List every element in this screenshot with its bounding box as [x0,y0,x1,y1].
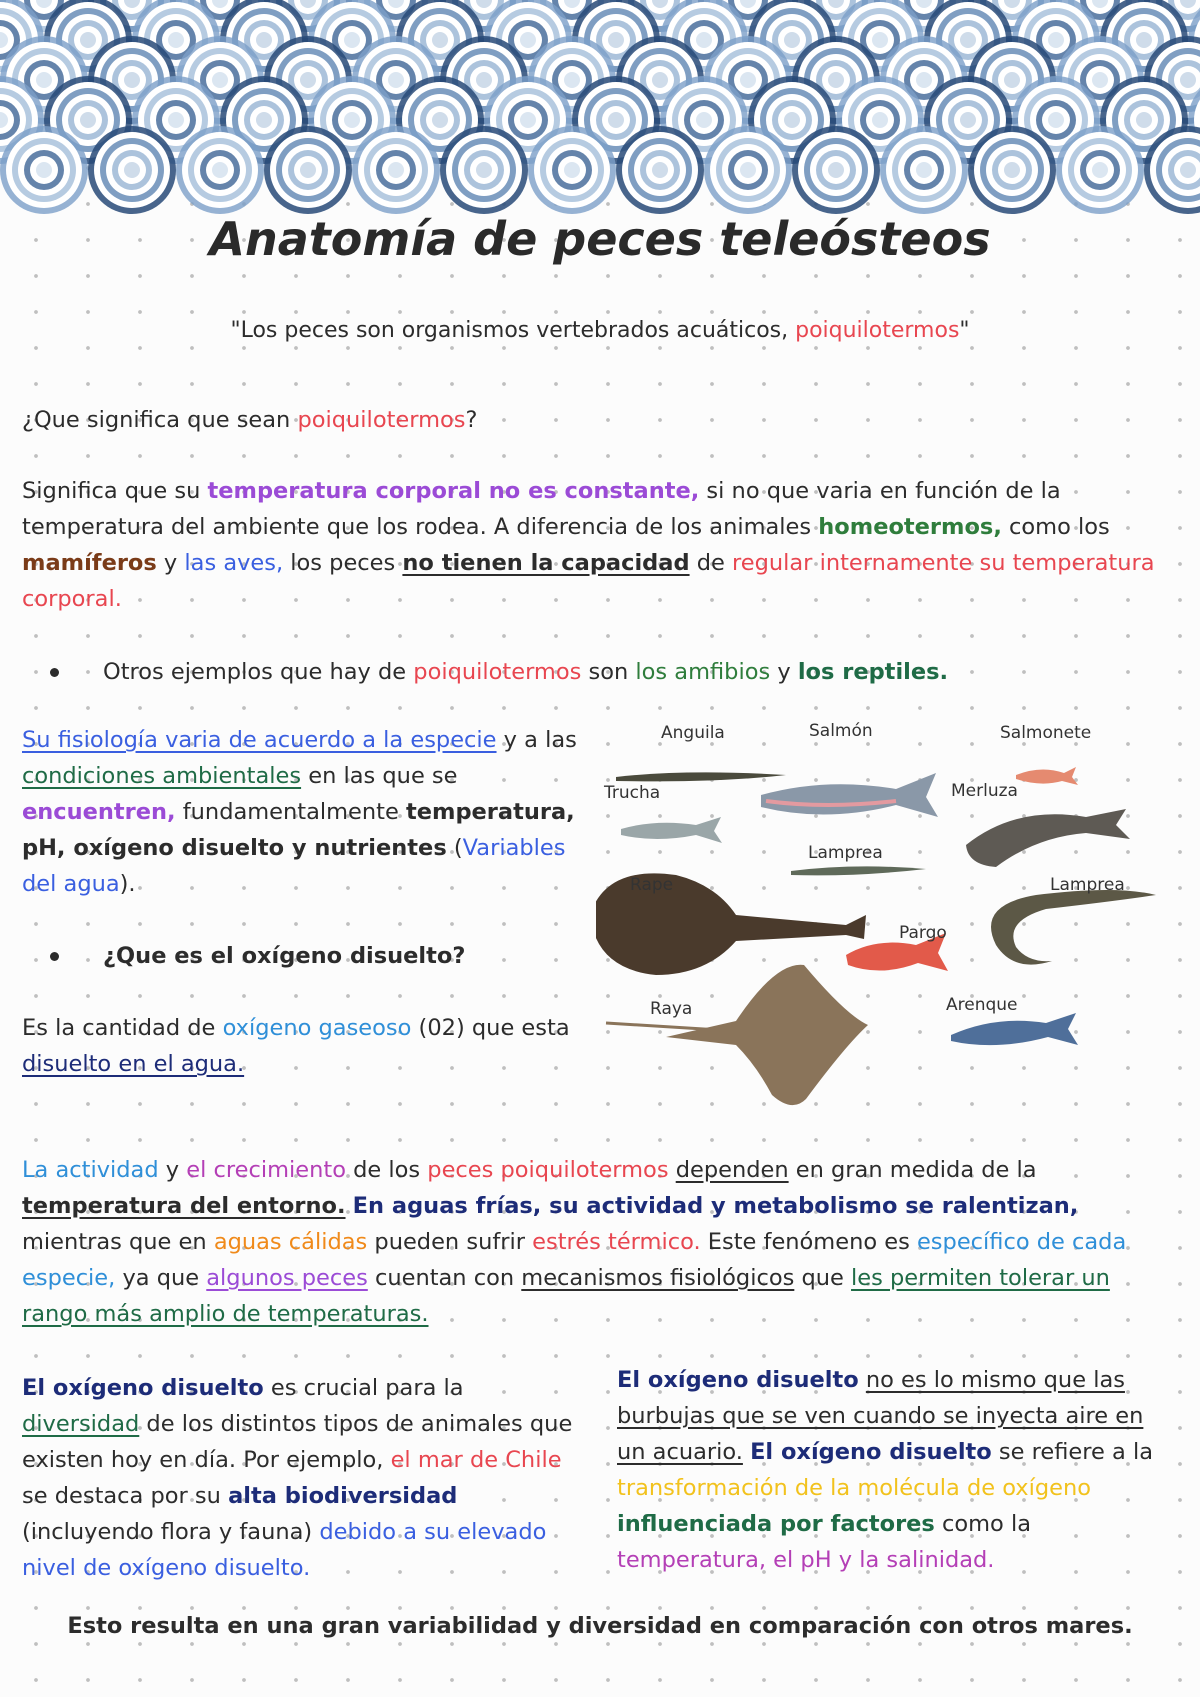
right-highlight: El oxígeno disuelto [750,1439,992,1465]
actividad-text: que [794,1265,852,1291]
fisiologia-text: en las que se [301,763,458,789]
answer-text: como los [1001,514,1110,540]
fisiologia-highlight: Su fisiología varia de acuerdo a la especie [22,727,497,753]
answer-highlight: no tienen la capacidad [402,550,690,576]
answer-highlight: mamíferos [22,550,157,576]
fish-label: Lamprea [1050,875,1125,895]
raya-fish-icon [666,965,868,1105]
definition-highlight: oxígeno gaseoso [222,1015,412,1041]
fish-label: Pargo [899,923,947,943]
answer-paragraph [22,473,1172,617]
right-text [859,1367,866,1393]
right-text [743,1439,750,1465]
fisiologia-text: fundamentalmente [175,799,406,825]
left-text: se destaca por su [22,1483,229,1509]
actividad-text: cuentan con [367,1265,522,1291]
answer-text: y [156,550,185,576]
answer-highlight: regular internamente su temperatura corporal. [22,550,1155,612]
bullet-highlight: los amfibios [635,659,771,685]
fisiologia-paragraph [22,722,592,902]
answer-text: los peces [283,550,403,576]
fish-label: Merluza [951,781,1018,801]
left-highlight: alta biodiversidad [228,1483,458,1509]
actividad-text [669,1157,676,1183]
bullet-icon [50,668,59,677]
fish-label: Arenque [946,995,1018,1015]
quote-highlight: poiquilotermos [795,318,960,343]
trucha-fish-icon [621,817,722,843]
fisiologia-text: ). [119,871,136,897]
left-text: de los distintos tipos de animales que existen hoy en día. Por ejemplo, [22,1411,573,1473]
salmonete-fish-icon [1016,767,1078,785]
question-highlight: poiquilotermos [297,407,466,433]
left-highlight: diversidad [22,1411,140,1437]
question-lead: ¿Que significa que sean [22,407,298,433]
oxigeno-burbujas-paragraph [617,1362,1177,1578]
fish-label: Anguila [661,723,725,743]
fisiologia-text: ( [446,835,463,861]
actividad-highlight: específico de cada especie, [22,1229,1127,1291]
page-title: Anatomía de peces teleósteos [209,212,991,266]
fish-label: Salmón [809,721,873,741]
fisiologia-text: y a las [496,727,577,753]
salmon-fish-icon [761,773,938,817]
right-highlight: El oxígeno disuelto [617,1367,859,1393]
actividad-text [346,1193,353,1219]
left-text: es crucial para la [263,1375,464,1401]
anguila-fish-icon [616,772,786,781]
fish-label: Raya [650,999,693,1019]
actividad-highlight: estrés térmico. [532,1229,701,1255]
answer-highlight: las aves, [184,550,284,576]
fisiologia-highlight: encuentren, [22,799,176,825]
actividad-highlight: temperatura del entorno. [22,1193,346,1219]
lamprea-small-icon [791,866,926,875]
left-text: (incluyendo flora y fauna) [22,1519,320,1545]
actividad-highlight: les permiten tolerar un rango más amplio de temperaturas. [22,1265,1110,1327]
bullet-highlight: poiquilotermos [413,659,582,685]
fisiologia-highlight: Variables del agua [22,835,566,897]
lamprea-large-icon [991,890,1156,965]
fish-drawings [596,725,1176,1115]
actividad-highlight: dependen [675,1157,789,1183]
actividad-highlight: peces poiquilotermos [427,1157,669,1183]
conclusion-line: Esto resulta en una gran variabilidad y diversidad en comparación con otros mares. [67,1613,1133,1639]
actividad-text: pueden sufrir [367,1229,533,1255]
right-highlight: transformación de la molécula de oxígeno [617,1475,1092,1501]
oxigeno-definition [22,1010,582,1082]
bullet-text: son [581,659,636,685]
bullet-text: ¿Que es el oxígeno disuelto? [103,943,466,969]
definition-text: (02) que esta [411,1015,570,1041]
actividad-paragraph [22,1152,1172,1332]
actividad-text: de los [345,1157,428,1183]
actividad-highlight: aguas cálidas [213,1229,368,1255]
conclusion-text [0,1608,1200,1644]
bullet-highlight: los reptiles. [797,659,949,685]
fish-label: Lamprea [808,843,883,863]
definition-text: Es la cantidad de [22,1015,223,1041]
fish-label: Salmonete [1000,723,1092,743]
fish-label: Trucha [604,783,661,803]
quote-close: " [959,318,970,343]
bullet-oxigeno-question [50,938,590,974]
left-highlight: debido a su elevado nivel de oxígeno disuelto. [22,1519,547,1581]
actividad-highlight: su actividad y metabolismo se ralentizan, [541,1193,1079,1219]
intro-quote [0,318,1200,343]
fish-species-illustration [596,721,1176,1115]
question-end: ? [465,407,478,433]
bullet-text: Otros ejemplos que hay de [103,659,414,685]
left-highlight: El oxígeno disuelto [22,1375,264,1401]
answer-highlight: homeotermos, [818,514,1002,540]
right-text: se refiere a la [991,1439,1153,1465]
actividad-highlight: el crecimiento [186,1157,346,1183]
right-highlight: no es lo mismo que las burbujas que se ven cuando se inyecta aire en un acuario. [617,1367,1144,1465]
merluza-fish-icon [966,809,1130,867]
actividad-highlight: En aguas frías, [352,1193,542,1219]
question-poiquilotermos [22,402,1172,438]
oxigeno-biodiversidad-paragraph [22,1370,577,1586]
fisiologia-highlight: temperatura, [405,799,575,825]
answer-text: si no que varia en función de la temperatura del ambiente que los rodea. A diferencia de los animales [22,478,1061,540]
bullet-icon [50,952,59,961]
actividad-text: mientras que en [22,1229,214,1255]
actividad-text: y [158,1157,187,1183]
definition-highlight: disuelto en el agua. [22,1051,245,1077]
actividad-text: Este fenómeno es [700,1229,917,1255]
quote-text: "Los peces son organismos vertebrados acuáticos, [230,318,796,343]
left-highlight: el mar de Chile [390,1447,562,1473]
wave-pattern-banner [0,0,1200,245]
actividad-highlight: mecanismos fisiológicos [521,1265,795,1291]
actividad-text: en gran medida de la [788,1157,1037,1183]
right-highlight: temperatura, el pH y la salinidad. [617,1547,995,1573]
arenque-fish-icon [951,1013,1078,1045]
actividad-highlight: La actividad [22,1157,159,1183]
answer-highlight: temperatura corporal no es constante, [207,478,700,504]
bullet-text: y [770,659,798,685]
answer-text: de [689,550,732,576]
answer-text: Significa que su [22,478,208,504]
actividad-text: ya que [115,1265,207,1291]
fisiologia-highlight: pH, oxígeno disuelto y nutrientes [22,835,447,861]
bullet-otros-ejemplos [50,654,1170,690]
fish-label: Rape [630,875,674,895]
right-highlight: influenciada por factores [617,1511,935,1537]
actividad-highlight: algunos peces [206,1265,368,1291]
fisiologia-highlight: condiciones ambientales [22,763,302,789]
right-text: como la [934,1511,1031,1537]
